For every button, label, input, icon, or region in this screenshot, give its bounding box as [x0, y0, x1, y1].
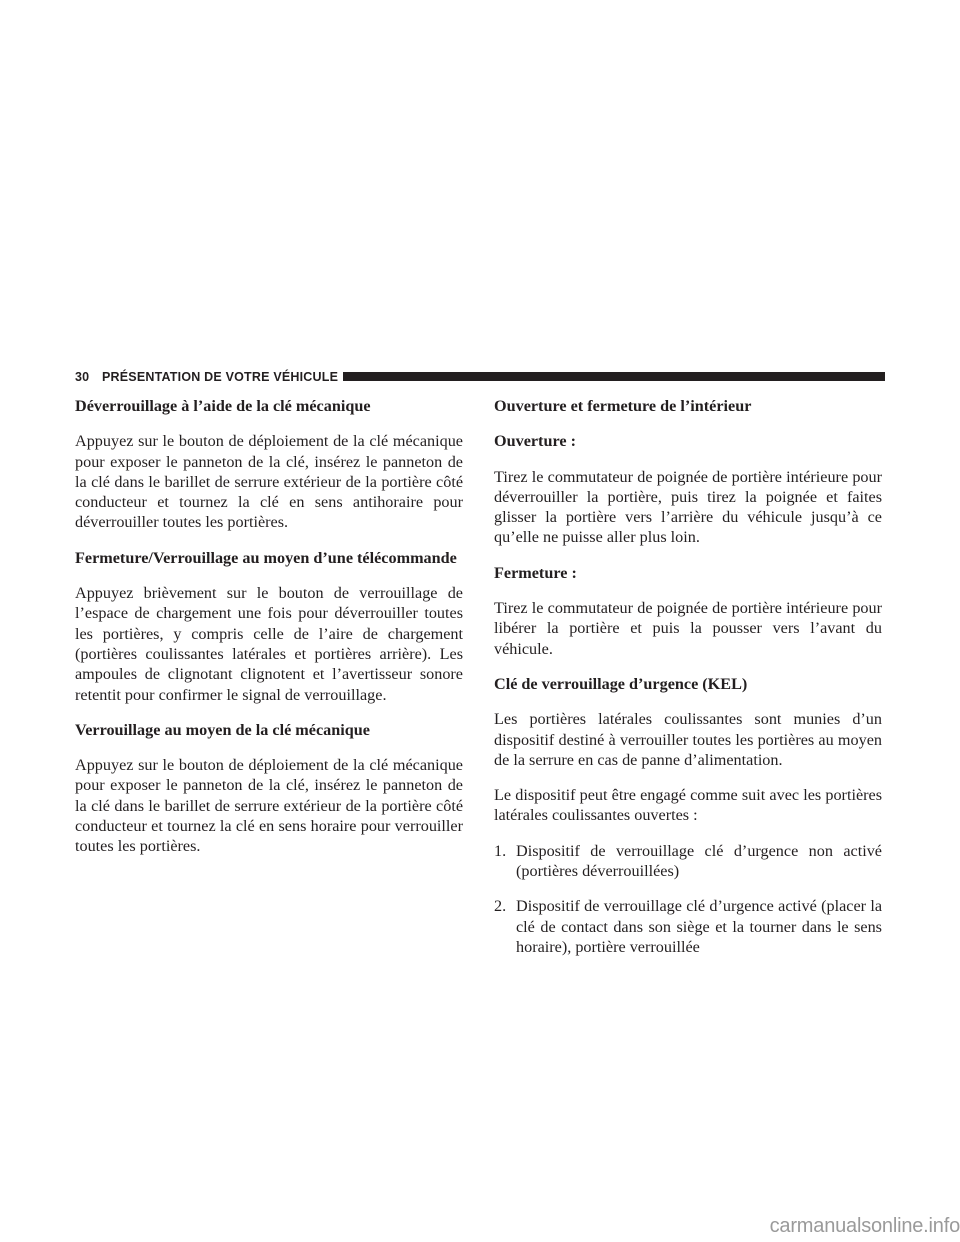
heading-unlock-mechanical-key: Déverrouillage à l’aide de la clé mécanique [75, 397, 371, 415]
paragraph-closing: Tirez le commutateur de poignée de portière intérieure pour libérer la portière et puis la pousser vers l’avant du véhicule. [494, 599, 882, 658]
right-column [494, 396, 882, 972]
heading-interior-open-close: Ouverture et fermeture de l’intérieur [494, 397, 752, 415]
paragraph-device-engagement: Le dispositif peut être engagé comme suit avec les portières latérales coulissantes ouvertes : [494, 786, 882, 825]
left-column [75, 396, 463, 872]
paragraph-unlock-mechanical-key: Appuyez sur le bouton de déploiement de la clé mécanique pour exposer le panneton de la clé, insérez le panneton de la clé dans le barillet de serrure extérieur de la portière côté conducteur et tournez la clé en sens antihoraire pour déverrouiller toutes les portières. [75, 432, 463, 532]
list-item-text: Dispositif de verrouillage clé d’urgence non activé (portières déverrouillées) [516, 841, 882, 881]
paragraph-emergency-lock-key: Les portières latérales coulissantes sont munies d’un dispositif destiné à verrouiller toutes les portières au moyen de la serrure en cas de panne d’alimentation. [494, 710, 882, 769]
list-item-number: 1. [494, 841, 507, 860]
section-title: PRÉSENTATION DE VOTRE VÉHICULE [102, 370, 339, 384]
subheading-closing: Fermeture : [494, 563, 577, 582]
subheading-opening: Ouverture : [494, 432, 576, 451]
heading-emergency-lock-key: Clé de verrouillage d’urgence (KEL) [494, 674, 748, 693]
page-number: 30 [75, 370, 90, 384]
heading-lock-mechanical-key: Verrouillage au moyen de la clé mécanique [75, 720, 370, 739]
paragraph-opening: Tirez le commutateur de poignée de portière intérieure pour déverrouiller la portière, puis tirez la poignée et faites glisser la portière vers l’arrière du véhicule jusqu’à ce qu’elle ne puisse aller plus loin. [494, 467, 882, 547]
list-item-number: 2. [494, 897, 507, 916]
list-item [494, 896, 882, 957]
list-item-text: Dispositif de verrouillage clé d’urgence activé (placer la clé de contact dans son siège et la tourner dans le sens horaire), portière verrouillée [516, 897, 882, 956]
paragraph-lock-mechanical-key: Appuyez sur le bouton de déploiement de la clé mécanique pour exposer le panneton de la clé, insérez le panneton de la clé dans le barillet de serrure extérieur de la portière côté conducteur et tournez la clé en sens horaire pour verrouiller toutes les portières. [75, 756, 463, 856]
paragraph-lock-remote: Appuyez brièvement sur le bouton de verrouillage de l’espace de chargement une fois pour déverrouiller toutes les portières, y compris celle de l’aire de chargement (portières coulissantes latérales et portières arrière). Les ampoules de clignotant clignotent et l’avertisseur sonore retentit pour confirmer le signal de verrouillage. [75, 584, 463, 704]
watermark: carmanualsonline.info [769, 1215, 960, 1237]
list-item [494, 841, 882, 882]
header-rule [343, 372, 885, 381]
page-header [75, 369, 885, 385]
heading-lock-remote: Fermeture/Verrouillage au moyen d’une télécommande [75, 548, 457, 567]
